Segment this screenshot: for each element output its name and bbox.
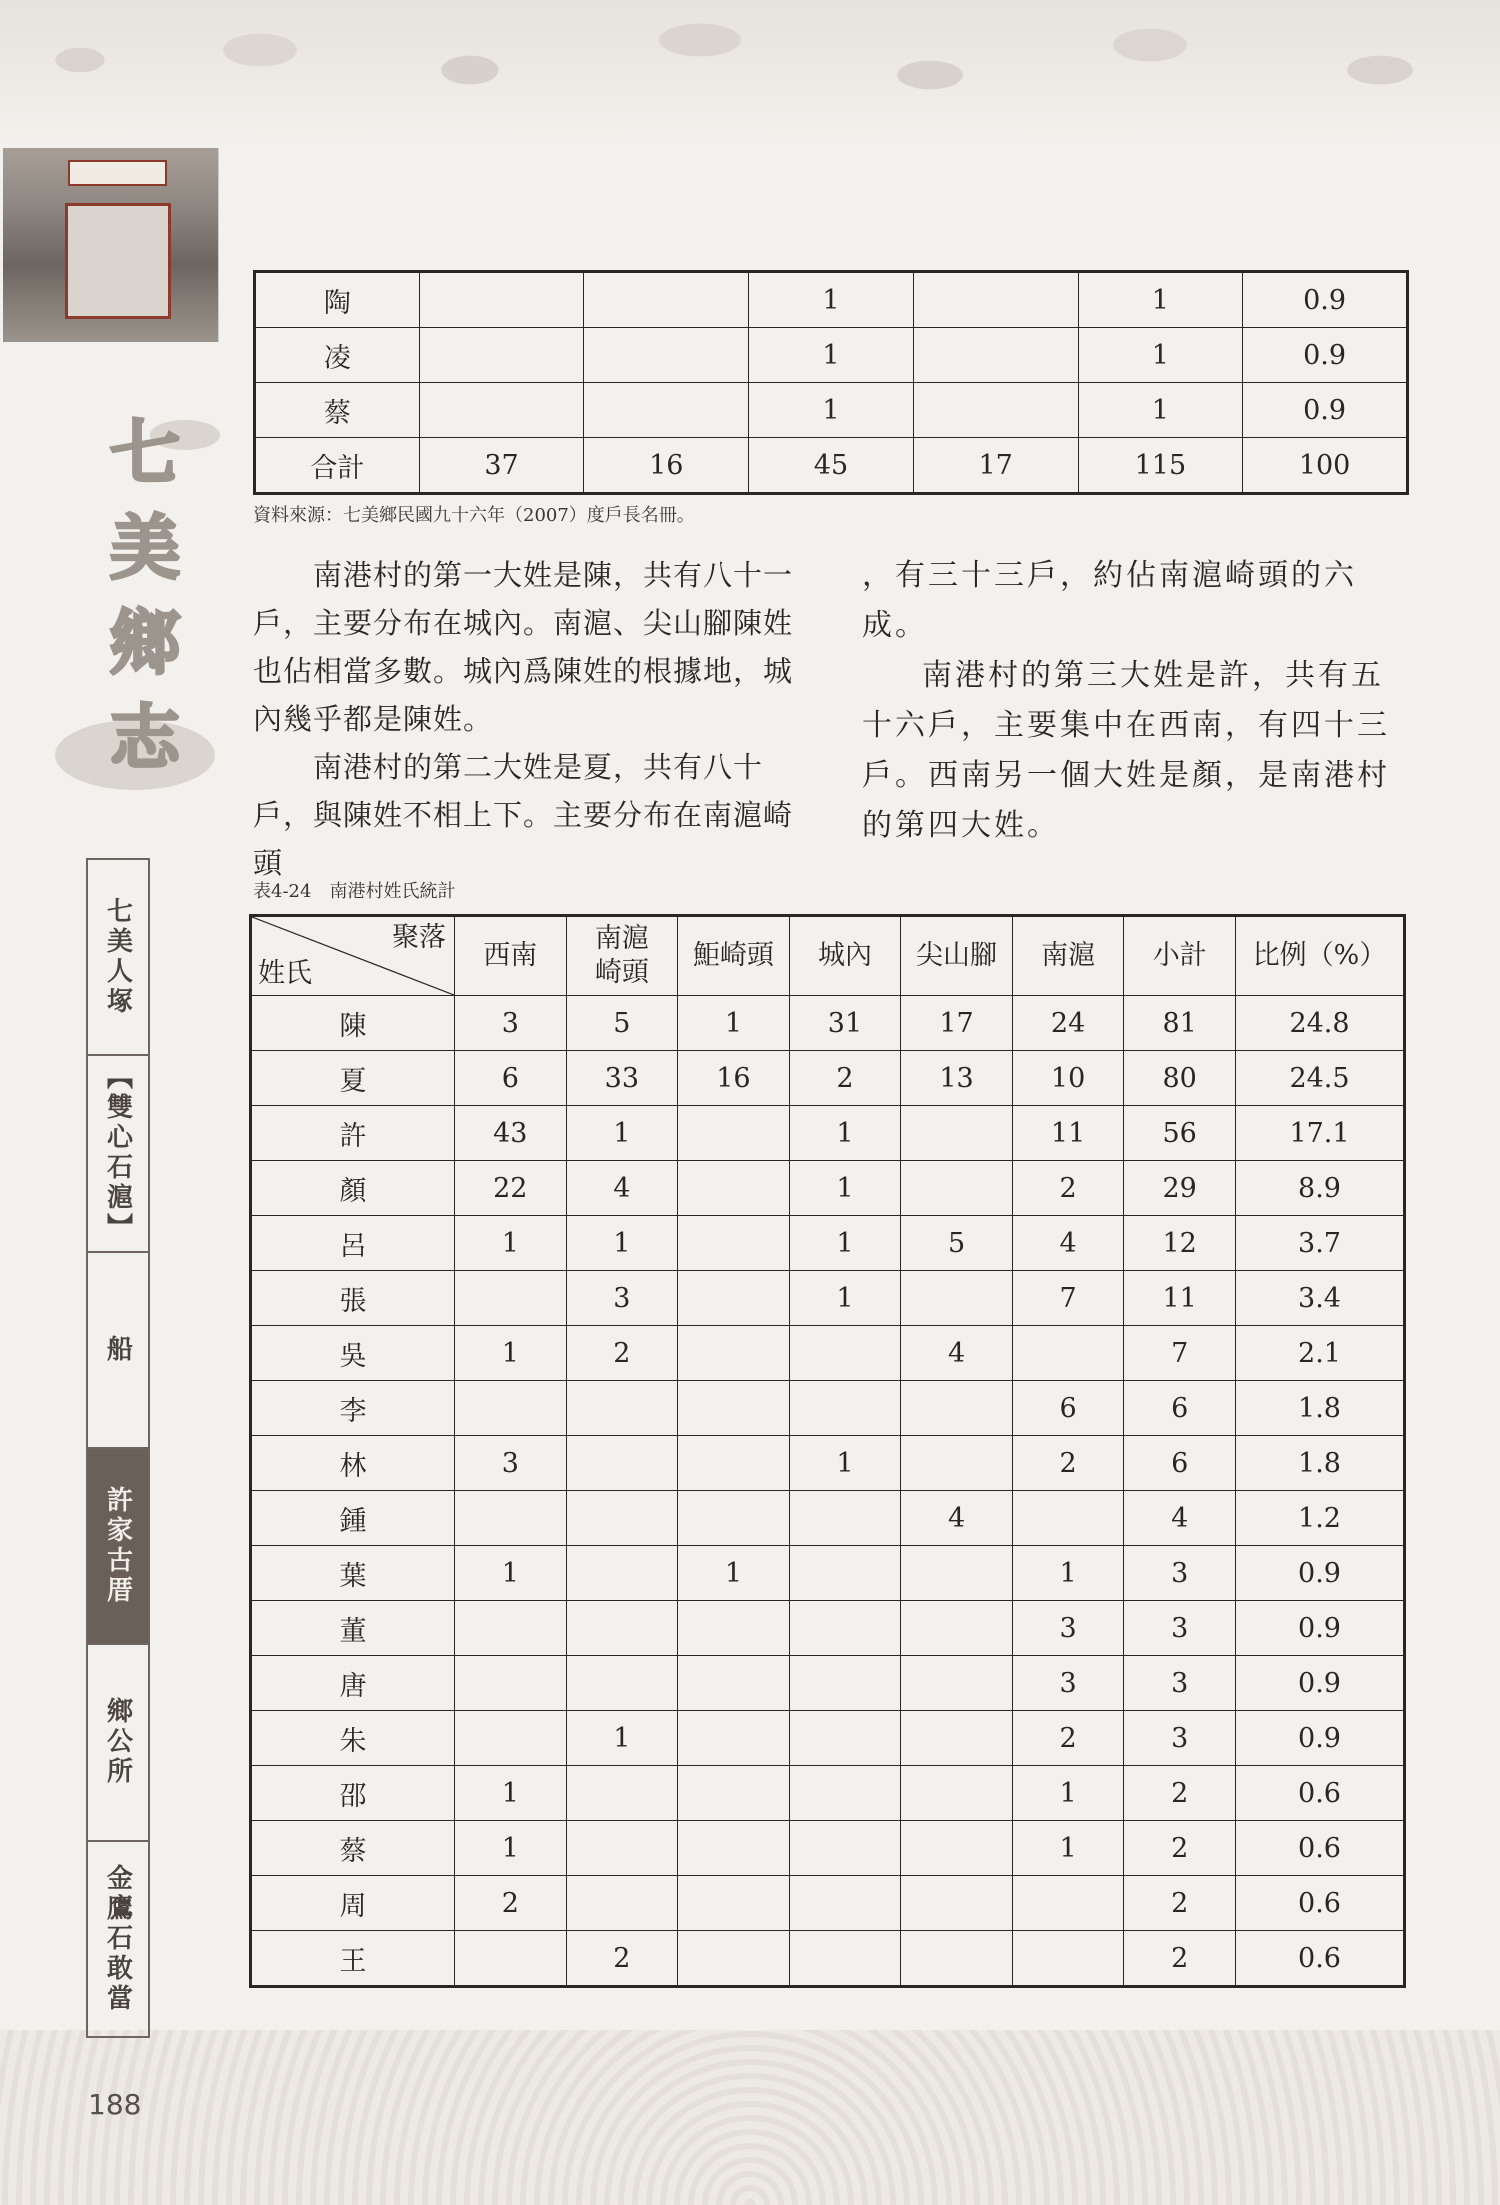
value-cell: 45	[749, 438, 914, 494]
value-cell	[566, 1381, 678, 1436]
value-cell: 2	[1124, 1931, 1236, 1987]
value-cell: 12	[1124, 1216, 1236, 1271]
corner-label-surname: 姓氏	[258, 958, 312, 989]
value-cell	[584, 383, 749, 438]
value-cell	[913, 383, 1078, 438]
value-cell	[901, 1106, 1013, 1161]
value-cell	[419, 383, 584, 438]
column-header: 西南	[455, 916, 567, 996]
value-cell: 0.6	[1236, 1876, 1405, 1931]
value-cell: 22	[455, 1161, 567, 1216]
surname-cell: 夏	[251, 1051, 455, 1106]
value-cell: 2	[1012, 1711, 1124, 1766]
value-cell	[789, 1656, 901, 1711]
value-cell: 2	[1124, 1766, 1236, 1821]
surname-cell: 董	[251, 1601, 455, 1656]
table-row	[251, 1436, 1405, 1491]
value-cell	[901, 1601, 1013, 1656]
surname-cell: 陳	[251, 996, 455, 1051]
table-row	[251, 1216, 1405, 1271]
surname-cell: 邵	[251, 1766, 455, 1821]
header-row	[251, 916, 1405, 996]
value-cell: 2	[1012, 1161, 1124, 1216]
value-cell	[901, 1711, 1013, 1766]
surname-cell: 張	[251, 1271, 455, 1326]
value-cell: 1	[749, 272, 914, 328]
column-header: 尖山腳	[901, 916, 1013, 996]
value-cell: 1	[566, 1106, 678, 1161]
value-cell	[913, 272, 1078, 328]
paragraph: ，有三十三戶，約佔南滬崎頭的六成。	[862, 558, 1357, 643]
table-row	[251, 1106, 1405, 1161]
surname-cell: 蔡	[255, 383, 420, 438]
value-cell: 24.5	[1236, 1051, 1405, 1106]
value-cell	[566, 1491, 678, 1546]
house-photo	[3, 148, 219, 342]
value-cell	[419, 328, 584, 383]
table-row	[251, 1766, 1405, 1821]
value-cell	[901, 1656, 1013, 1711]
column-header: 南滬崎頭	[566, 916, 678, 996]
value-cell: 0.9	[1243, 383, 1408, 438]
value-cell	[678, 1876, 790, 1931]
value-cell: 1	[678, 1546, 790, 1601]
table-row	[251, 1931, 1405, 1987]
value-cell: 29	[1124, 1161, 1236, 1216]
value-cell: 3	[566, 1271, 678, 1326]
surname-cell: 李	[251, 1381, 455, 1436]
surname-cell: 葉	[251, 1546, 455, 1601]
column-header: 鮔崎頭	[678, 916, 790, 996]
value-cell: 3	[455, 1436, 567, 1491]
value-cell: 1	[789, 1216, 901, 1271]
value-cell: 1	[455, 1766, 567, 1821]
value-cell: 16	[678, 1051, 790, 1106]
value-cell	[678, 1601, 790, 1656]
value-cell	[789, 1931, 901, 1987]
value-cell: 6	[455, 1051, 567, 1106]
value-cell: 100	[1243, 438, 1408, 494]
value-cell: 0.6	[1236, 1931, 1405, 1987]
surname-cell: 鍾	[251, 1491, 455, 1546]
value-cell	[566, 1876, 678, 1931]
value-cell: 11	[1012, 1106, 1124, 1161]
chapter-tab[interactable]: 七美人塚	[88, 860, 148, 1056]
value-cell: 115	[1078, 438, 1243, 494]
text-column-right	[862, 551, 1407, 851]
value-cell: 3	[455, 996, 567, 1051]
value-cell	[678, 1106, 790, 1161]
value-cell	[566, 1436, 678, 1491]
table-row	[255, 272, 1408, 328]
photo-door	[65, 203, 171, 319]
value-cell	[455, 1656, 567, 1711]
value-cell	[1012, 1876, 1124, 1931]
value-cell	[789, 1491, 901, 1546]
value-cell: 11	[1124, 1271, 1236, 1326]
value-cell	[455, 1931, 567, 1987]
table-row	[251, 996, 1405, 1051]
value-cell: 1	[1012, 1546, 1124, 1601]
value-cell: 2	[566, 1931, 678, 1987]
value-cell	[678, 1656, 790, 1711]
column-header: 小計	[1124, 916, 1236, 996]
book-title	[70, 405, 220, 805]
value-cell: 43	[455, 1106, 567, 1161]
value-cell: 2	[566, 1326, 678, 1381]
value-cell	[678, 1381, 790, 1436]
value-cell: 1	[455, 1326, 567, 1381]
value-cell	[901, 1766, 1013, 1821]
value-cell	[455, 1601, 567, 1656]
value-cell: 1.2	[1236, 1491, 1405, 1546]
value-cell: 2	[789, 1051, 901, 1106]
value-cell: 0.6	[1236, 1821, 1405, 1876]
table-row	[251, 1821, 1405, 1876]
table-row	[251, 1491, 1405, 1546]
table-row	[251, 1161, 1405, 1216]
value-cell: 4	[566, 1161, 678, 1216]
top-table-continuation	[253, 270, 1409, 495]
value-cell: 1	[789, 1271, 901, 1326]
value-cell: 3.7	[1236, 1216, 1405, 1271]
paragraph: 南港村的第一大姓是陳，共有八十一戶，主要分布在城內。南滬、尖山腳陳姓也佔相當多數。城內爲陳姓的根據地，城內幾乎都是陳姓。	[253, 558, 794, 736]
value-cell: 1	[566, 1711, 678, 1766]
paragraph: 南港村的第三大姓是許，共有五十六戶，主要集中在西南，有四十三戶。西南另一個大姓是顏，是南港村的第四大姓。	[862, 658, 1390, 843]
value-cell	[584, 272, 749, 328]
value-cell	[901, 1436, 1013, 1491]
table-row	[251, 1326, 1405, 1381]
value-cell	[913, 328, 1078, 383]
table-row	[251, 1271, 1405, 1326]
value-cell: 17	[913, 438, 1078, 494]
value-cell: 81	[1124, 996, 1236, 1051]
value-cell	[789, 1766, 901, 1821]
text-column-left	[253, 551, 813, 887]
value-cell	[678, 1931, 790, 1987]
value-cell: 4	[901, 1491, 1013, 1546]
surname-cell: 呂	[251, 1216, 455, 1271]
value-cell: 2	[1124, 1821, 1236, 1876]
value-cell	[789, 1876, 901, 1931]
value-cell	[419, 272, 584, 328]
value-cell	[678, 1491, 790, 1546]
table-row	[251, 1546, 1405, 1601]
value-cell	[789, 1821, 901, 1876]
value-cell: 1	[749, 383, 914, 438]
value-cell: 7	[1012, 1271, 1124, 1326]
value-cell	[584, 328, 749, 383]
value-cell	[678, 1436, 790, 1491]
chapter-tabs	[86, 858, 150, 2038]
surname-cell: 蔡	[251, 1821, 455, 1876]
value-cell: 3	[1124, 1546, 1236, 1601]
value-cell	[678, 1326, 790, 1381]
source-note: 資料來源：七美鄉民國九十六年（2007）度戶長名冊。	[253, 505, 695, 526]
table-caption: 表4-24 南港村姓氏統計	[253, 881, 456, 902]
value-cell	[901, 1381, 1013, 1436]
value-cell: 3	[1124, 1601, 1236, 1656]
surname-cell: 凌	[255, 328, 420, 383]
table-row	[251, 1711, 1405, 1766]
table-row	[251, 1656, 1405, 1711]
value-cell: 1	[455, 1216, 567, 1271]
surname-cell: 唐	[251, 1656, 455, 1711]
value-cell	[901, 1821, 1013, 1876]
page-number: 188	[88, 2088, 142, 2121]
value-cell: 3.4	[1236, 1271, 1405, 1326]
surname-cell: 王	[251, 1931, 455, 1987]
value-cell	[901, 1931, 1013, 1987]
value-cell: 1	[455, 1821, 567, 1876]
value-cell	[789, 1381, 901, 1436]
value-cell	[1012, 1326, 1124, 1381]
surname-cell: 林	[251, 1436, 455, 1491]
value-cell	[901, 1271, 1013, 1326]
value-cell	[678, 1271, 790, 1326]
table-row	[251, 1051, 1405, 1106]
value-cell	[678, 1216, 790, 1271]
value-cell	[455, 1271, 567, 1326]
value-cell: 1	[1078, 272, 1243, 328]
value-cell: 1	[789, 1436, 901, 1491]
corner-label-settlement: 聚落	[392, 922, 446, 953]
value-cell: 0.6	[1236, 1766, 1405, 1821]
table-row	[251, 1876, 1405, 1931]
table-row	[255, 328, 1408, 383]
value-cell: 16	[584, 438, 749, 494]
value-cell	[455, 1491, 567, 1546]
value-cell: 2	[1124, 1876, 1236, 1931]
value-cell: 2	[1012, 1436, 1124, 1491]
value-cell: 3	[1124, 1711, 1236, 1766]
value-cell	[566, 1546, 678, 1601]
value-cell	[566, 1601, 678, 1656]
value-cell: 1	[1012, 1766, 1124, 1821]
value-cell	[901, 1876, 1013, 1931]
value-cell: 1.8	[1236, 1381, 1405, 1436]
book-title-char: 七	[110, 411, 180, 494]
surname-cell: 陶	[255, 272, 420, 328]
decorative-cloud-band-top	[0, 0, 1500, 145]
value-cell: 0.9	[1236, 1546, 1405, 1601]
value-cell: 3	[1124, 1656, 1236, 1711]
value-cell: 0.9	[1236, 1656, 1405, 1711]
book-title-char: 鄉	[110, 601, 180, 684]
value-cell	[678, 1161, 790, 1216]
value-cell: 4	[1012, 1216, 1124, 1271]
value-cell	[901, 1546, 1013, 1601]
value-cell: 3	[1012, 1601, 1124, 1656]
value-cell: 2	[455, 1876, 567, 1931]
value-cell: 7	[1124, 1326, 1236, 1381]
value-cell: 6	[1124, 1436, 1236, 1491]
value-cell: 17	[901, 996, 1013, 1051]
value-cell	[566, 1766, 678, 1821]
value-cell: 80	[1124, 1051, 1236, 1106]
column-header: 城內	[789, 916, 901, 996]
table-row	[251, 1381, 1405, 1436]
chapter-tab[interactable]: 【雙心石滬】	[88, 1056, 148, 1252]
value-cell: 0.9	[1236, 1601, 1405, 1656]
surname-cell: 合計	[255, 438, 420, 494]
table-row	[255, 438, 1408, 494]
value-cell: 31	[789, 996, 901, 1051]
value-cell	[455, 1381, 567, 1436]
value-cell: 1.8	[1236, 1436, 1405, 1491]
value-cell: 5	[901, 1216, 1013, 1271]
value-cell: 1	[1078, 328, 1243, 383]
value-cell: 1	[678, 996, 790, 1051]
value-cell: 6	[1124, 1381, 1236, 1436]
value-cell: 8.9	[1236, 1161, 1405, 1216]
column-header: 比例（%）	[1236, 916, 1405, 996]
value-cell: 24.8	[1236, 996, 1405, 1051]
chapter-tab[interactable]: 船	[88, 1253, 148, 1449]
surname-cell: 許	[251, 1106, 455, 1161]
value-cell	[566, 1656, 678, 1711]
value-cell: 0.9	[1243, 328, 1408, 383]
value-cell	[1012, 1931, 1124, 1987]
value-cell: 4	[1124, 1491, 1236, 1546]
corner-header-cell	[251, 916, 455, 996]
book-title-char: 志	[110, 696, 180, 779]
value-cell: 0.9	[1236, 1711, 1405, 1766]
table-row	[255, 383, 1408, 438]
value-cell	[455, 1711, 567, 1766]
value-cell	[678, 1821, 790, 1876]
photo-sign	[68, 160, 167, 186]
chapter-tab[interactable]: 鄉公所	[88, 1645, 148, 1841]
surname-cell: 顏	[251, 1161, 455, 1216]
value-cell: 56	[1124, 1106, 1236, 1161]
value-cell: 1	[789, 1106, 901, 1161]
surname-cell: 朱	[251, 1711, 455, 1766]
surname-cell: 周	[251, 1876, 455, 1931]
value-cell: 1	[455, 1546, 567, 1601]
value-cell: 1	[789, 1161, 901, 1216]
value-cell: 13	[901, 1051, 1013, 1106]
value-cell: 4	[901, 1326, 1013, 1381]
surname-cell: 吳	[251, 1326, 455, 1381]
value-cell: 33	[566, 1051, 678, 1106]
value-cell: 24	[1012, 996, 1124, 1051]
value-cell: 1	[749, 328, 914, 383]
value-cell	[678, 1711, 790, 1766]
value-cell	[901, 1161, 1013, 1216]
value-cell	[789, 1601, 901, 1656]
value-cell: 10	[1012, 1051, 1124, 1106]
value-cell	[678, 1766, 790, 1821]
value-cell: 1	[1078, 383, 1243, 438]
value-cell: 1	[1012, 1821, 1124, 1876]
value-cell: 2.1	[1236, 1326, 1405, 1381]
value-cell	[789, 1711, 901, 1766]
table-row	[251, 1601, 1405, 1656]
value-cell: 6	[1012, 1381, 1124, 1436]
book-title-char: 美	[110, 506, 180, 589]
value-cell: 3	[1012, 1656, 1124, 1711]
surname-statistics-table	[249, 914, 1406, 1988]
value-cell: 0.9	[1243, 272, 1408, 328]
value-cell: 17.1	[1236, 1106, 1405, 1161]
decorative-wave-band-bottom	[0, 2030, 1500, 2205]
value-cell	[789, 1546, 901, 1601]
value-cell	[566, 1821, 678, 1876]
value-cell	[789, 1326, 901, 1381]
value-cell: 1	[566, 1216, 678, 1271]
paragraph: 南港村的第二大姓是夏，共有八十戶，與陳姓不相上下。主要分布在南滬崎頭	[253, 750, 794, 880]
chapter-tab[interactable]: 金鷹石敢當	[102, 1863, 133, 2014]
column-header: 南滬	[1012, 916, 1124, 996]
value-cell	[1012, 1491, 1124, 1546]
value-cell: 5	[566, 996, 678, 1051]
value-cell: 37	[419, 438, 584, 494]
chapter-tab[interactable]: 許家古厝	[88, 1449, 148, 1645]
